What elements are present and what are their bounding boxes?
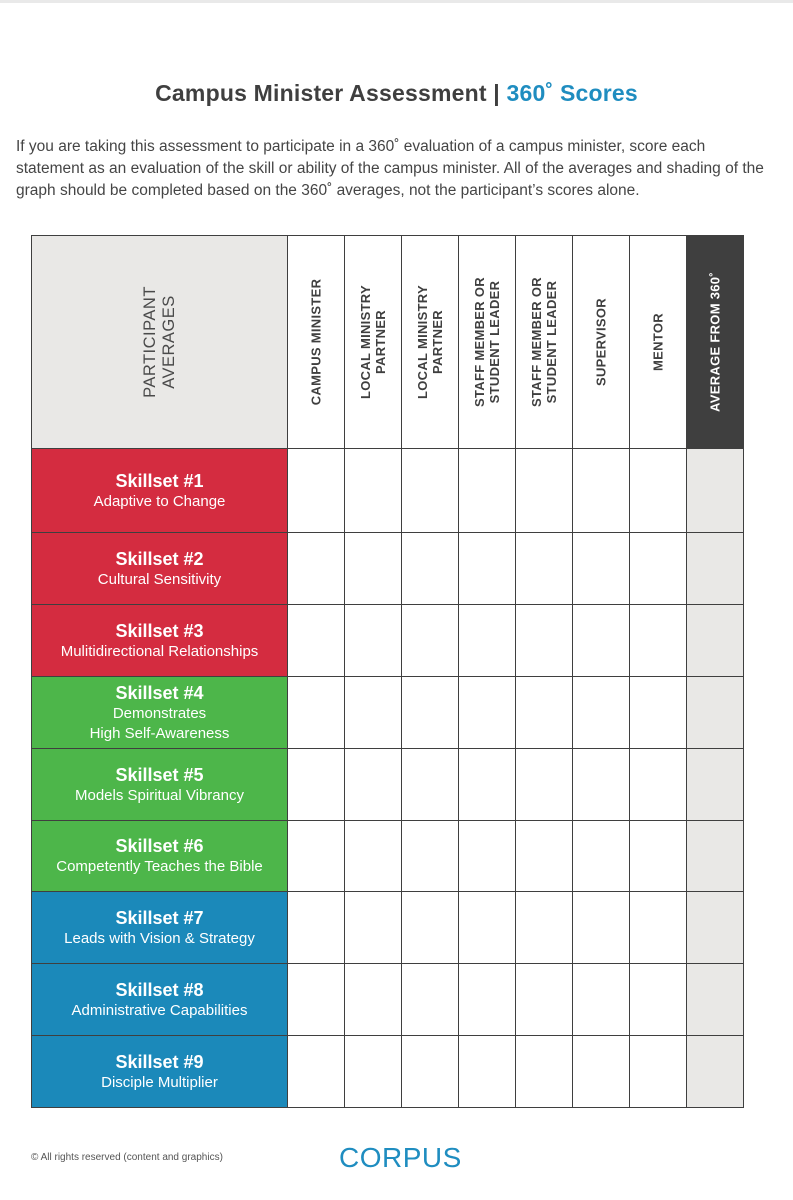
score-cell[interactable] <box>516 749 573 821</box>
score-cell[interactable] <box>459 892 516 964</box>
score-cell[interactable] <box>459 533 516 605</box>
score-cell[interactable] <box>630 449 687 533</box>
column-label: PARTNER <box>430 310 445 374</box>
score-cell[interactable] <box>345 1036 402 1108</box>
corpus-logo: CORPUS <box>339 1142 462 1173</box>
score-cell[interactable] <box>630 677 687 749</box>
column-label: LOCAL MINISTRY <box>358 285 373 399</box>
skillset-description: Models Spiritual Vibrancy <box>75 786 244 804</box>
score-cell[interactable] <box>630 892 687 964</box>
skillset-label <box>32 964 288 1036</box>
skillset-number: Skillset #7 <box>115 907 204 928</box>
corner-label-line1: PARTICIPANT <box>140 286 159 398</box>
score-cell[interactable] <box>345 749 402 821</box>
score-cell[interactable] <box>516 821 573 892</box>
column-label: MENTOR <box>650 313 666 371</box>
score-cell[interactable] <box>402 677 459 749</box>
score-cell[interactable] <box>630 821 687 892</box>
score-cell[interactable] <box>345 964 402 1036</box>
header-participant-averages <box>32 236 288 449</box>
score-cell[interactable] <box>573 605 630 677</box>
skillset-description: Cultural Sensitivity <box>97 570 222 588</box>
skillset-number: Skillset #4 <box>115 682 204 703</box>
header-staff-or-student-leader-2 <box>516 236 573 449</box>
table-header-row <box>32 236 744 449</box>
page-title <box>0 80 793 107</box>
score-cell[interactable] <box>345 449 402 533</box>
score-cell[interactable] <box>573 892 630 964</box>
skillset-label <box>32 677 288 749</box>
score-cell[interactable] <box>573 821 630 892</box>
top-divider <box>0 0 793 3</box>
score-cell[interactable] <box>516 892 573 964</box>
score-cell[interactable] <box>573 449 630 533</box>
skillset-row <box>32 821 744 892</box>
score-cell[interactable] <box>402 1036 459 1108</box>
skillset-number: Skillset #9 <box>115 1051 204 1072</box>
score-cell[interactable] <box>288 533 345 605</box>
skillset-row <box>32 533 744 605</box>
corner-label-line2: AVERAGES <box>159 295 178 389</box>
score-cell[interactable] <box>573 964 630 1036</box>
column-label: STAFF MEMBER OR <box>472 277 487 407</box>
score-cell[interactable] <box>516 964 573 1036</box>
title-accent: 360˚ Scores <box>506 80 638 106</box>
skillset-label <box>32 892 288 964</box>
average-score-cell[interactable] <box>687 964 744 1036</box>
header-supervisor <box>573 236 630 449</box>
average-score-cell[interactable] <box>687 449 744 533</box>
score-cell[interactable] <box>345 533 402 605</box>
column-label: PARTNER <box>373 310 388 374</box>
skillset-row <box>32 892 744 964</box>
score-cell[interactable] <box>573 677 630 749</box>
score-cell[interactable] <box>630 964 687 1036</box>
column-label: SUPERVISOR <box>593 297 609 387</box>
score-cell[interactable] <box>459 1036 516 1108</box>
skillset-description: Demonstrates <box>112 704 207 722</box>
average-score-cell[interactable] <box>687 677 744 749</box>
score-cell[interactable] <box>630 605 687 677</box>
skillset-row <box>32 605 744 677</box>
score-cell[interactable] <box>459 749 516 821</box>
score-cell[interactable] <box>288 1036 345 1108</box>
score-cell[interactable] <box>573 533 630 605</box>
score-cell[interactable] <box>630 533 687 605</box>
skillset-label <box>32 533 288 605</box>
average-score-cell[interactable] <box>687 533 744 605</box>
title-main: Campus Minister Assessment | <box>155 80 507 106</box>
skillset-label <box>32 749 288 821</box>
score-cell[interactable] <box>288 821 345 892</box>
score-cell[interactable] <box>516 677 573 749</box>
average-score-cell[interactable] <box>687 605 744 677</box>
skillset-description: Adaptive to Change <box>93 492 226 510</box>
header-mentor <box>630 236 687 449</box>
score-cell[interactable] <box>516 605 573 677</box>
score-cell[interactable] <box>630 1036 687 1108</box>
score-cell[interactable] <box>288 605 345 677</box>
skillset-row <box>32 964 744 1036</box>
column-label: AVERAGE FROM 360˚ <box>707 272 723 412</box>
score-cell[interactable] <box>459 605 516 677</box>
score-cell[interactable] <box>288 964 345 1036</box>
skillset-description: High Self-Awareness <box>89 724 230 742</box>
skillset-row <box>32 677 744 749</box>
skillset-number: Skillset #6 <box>115 836 204 856</box>
score-cell[interactable] <box>516 533 573 605</box>
score-cell[interactable] <box>402 749 459 821</box>
score-cell[interactable] <box>573 749 630 821</box>
skillset-label <box>32 1036 288 1108</box>
skillset-row <box>32 1036 744 1108</box>
score-cell[interactable] <box>345 821 402 892</box>
score-cell[interactable] <box>288 677 345 749</box>
score-cell[interactable] <box>345 677 402 749</box>
skillset-number: Skillset #8 <box>115 979 204 1000</box>
score-cell[interactable] <box>402 449 459 533</box>
header-staff-or-student-leader-1 <box>459 236 516 449</box>
average-score-cell[interactable] <box>687 821 744 892</box>
skillset-row <box>32 749 744 821</box>
skillset-number: Skillset #1 <box>115 470 204 491</box>
score-cell[interactable] <box>402 821 459 892</box>
scores-table <box>31 235 744 1108</box>
column-label: STUDENT LEADER <box>544 280 559 404</box>
score-cell[interactable] <box>516 449 573 533</box>
column-label: STAFF MEMBER OR <box>529 277 544 407</box>
average-score-cell[interactable] <box>687 892 744 964</box>
column-label: STUDENT LEADER <box>487 280 502 404</box>
score-cell[interactable] <box>288 449 345 533</box>
skillset-number: Skillset #2 <box>115 548 204 569</box>
header-local-ministry-partner-1 <box>345 236 402 449</box>
score-cell[interactable] <box>288 892 345 964</box>
skillset-description: Disciple Multiplier <box>101 1073 218 1091</box>
skillset-label <box>32 449 288 533</box>
skillset-description: Competently Teaches the Bible <box>56 858 263 875</box>
header-average-from-360 <box>687 236 744 449</box>
score-cell[interactable] <box>459 449 516 533</box>
skillset-row <box>32 449 744 533</box>
skillset-description: Mulitidirectional Relationships <box>60 642 259 660</box>
header-campus-minister <box>288 236 345 449</box>
column-label: CAMPUS MINISTER <box>308 278 324 406</box>
average-score-cell[interactable] <box>687 749 744 821</box>
score-cell[interactable] <box>402 533 459 605</box>
score-cell[interactable] <box>516 1036 573 1108</box>
score-cell[interactable] <box>402 605 459 677</box>
skillset-number: Skillset #5 <box>115 764 204 785</box>
score-cell[interactable] <box>345 892 402 964</box>
score-cell[interactable] <box>459 677 516 749</box>
score-cell[interactable] <box>288 749 345 821</box>
intro-paragraph: If you are taking this assessment to participate in a 360˚ evaluation of a campus minister, score each statement as an evaluation of the skill or ability of the campus minister. All of the averages and shading of the graph should be completed based on the 360˚ averages, not the participant’s scores alone. <box>16 138 764 199</box>
skillset-label <box>32 821 288 892</box>
score-cell[interactable] <box>573 1036 630 1108</box>
copyright-notice: © All rights reserved (content and graphics) <box>31 1152 223 1163</box>
average-score-cell[interactable] <box>687 1036 744 1108</box>
score-cell[interactable] <box>345 605 402 677</box>
header-local-ministry-partner-2 <box>402 236 459 449</box>
skillset-description: Administrative Capabilities <box>71 1001 248 1019</box>
skillset-description: Leads with Vision & Strategy <box>64 929 255 947</box>
column-label: LOCAL MINISTRY <box>415 285 430 399</box>
score-cell[interactable] <box>402 964 459 1036</box>
skillset-label <box>32 605 288 677</box>
score-cell[interactable] <box>459 821 516 892</box>
score-cell[interactable] <box>402 892 459 964</box>
score-cell[interactable] <box>459 964 516 1036</box>
score-cell[interactable] <box>630 749 687 821</box>
skillset-number: Skillset #3 <box>115 620 204 641</box>
